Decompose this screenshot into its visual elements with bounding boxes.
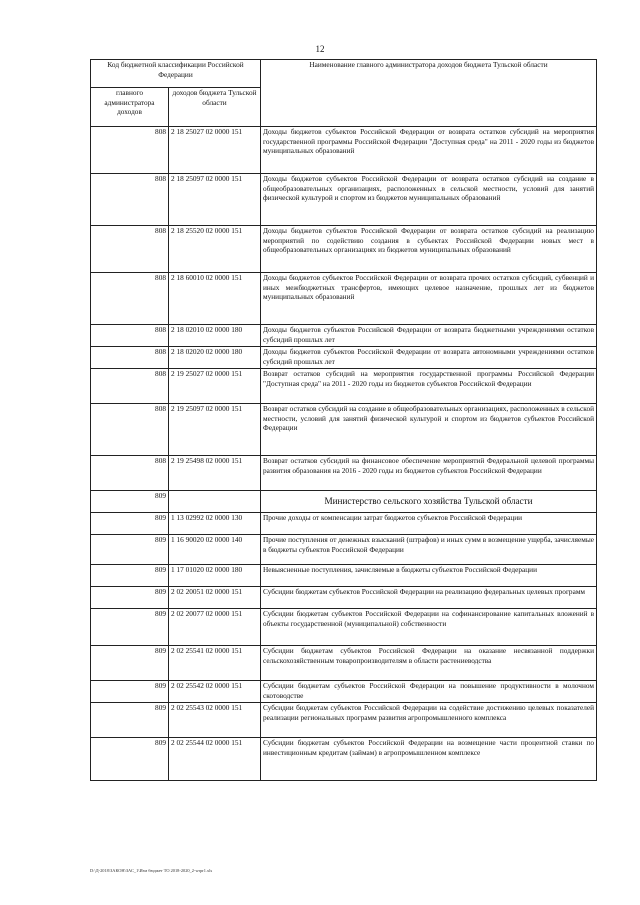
table-row <box>91 226 597 273</box>
revenue-code-cell: 2 18 25520 02 0000 151 <box>169 226 261 273</box>
revenue-code-cell: 2 18 25027 02 0000 151 <box>169 127 261 174</box>
revenue-code-cell: 2 02 25541 02 0000 151 <box>169 646 261 681</box>
table-row <box>91 703 597 738</box>
ministry-heading-row <box>91 491 597 513</box>
table-row <box>91 646 597 681</box>
admin-code-cell: 809 <box>91 587 169 609</box>
admin-code-cell: 809 <box>91 646 169 681</box>
table-row <box>91 325 597 347</box>
table-row <box>91 404 597 456</box>
header-code-group: Код бюджетной классификации Российской Федерации <box>91 60 261 88</box>
admin-code-cell: 809 <box>91 609 169 646</box>
revenue-code-cell: 2 02 20077 02 0000 151 <box>169 609 261 646</box>
revenue-code-cell: 2 19 25097 02 0000 151 <box>169 404 261 456</box>
revenue-code-cell: 2 18 60010 02 0000 151 <box>169 273 261 325</box>
revenue-code-cell: 2 19 25027 02 0000 151 <box>169 369 261 404</box>
admin-code-cell: 809 <box>91 738 169 781</box>
table-row <box>91 587 597 609</box>
name-cell: Субсидии бюджетам субъектов Российской Федерации на повышение продуктивности в молочном скотоводстве <box>261 681 597 703</box>
table-row <box>91 565 597 587</box>
name-cell: Доходы бюджетов субъектов Российской Федерации от возврата бюджетными учреждениями остатков субсидий прошлых лет <box>261 325 597 347</box>
table-row <box>91 369 597 404</box>
name-cell: Субсидии бюджетам субъектов Российской Федерации на возмещение части процентной ставки по инвестиционным кредитам (займам) в агропромышленном комплексе <box>261 738 597 781</box>
revenue-code-cell: 1 13 02992 02 0000 130 <box>169 513 261 535</box>
file-path-footer: D:\Д-2018\ЗАКОН\ЗАС_1\Изм бюджет ТО 2018-2020_2-wrpr1.xls <box>90 868 213 873</box>
admin-code-cell: 809 <box>91 491 169 513</box>
revenue-code-cell: 1 17 01020 02 0000 180 <box>169 565 261 587</box>
table-row <box>91 681 597 703</box>
name-cell: Доходы бюджетов субъектов Российской Федерации от возврата остатков субсидий на мероприятия государственной программы Российской Федерации "Доступная среда" на 2011 - 2020 годы из бюджетов муниципальных образований <box>261 127 597 174</box>
name-cell: Доходы бюджетов субъектов Российской Федерации от возврата автономными учреждениями остатков субсидий прошлых лет <box>261 347 597 369</box>
revenue-code-cell: 2 02 25543 02 0000 151 <box>169 703 261 738</box>
name-cell: Невыясненные поступления, зачисляемые в бюджеты субъектов Российской Федерации <box>261 565 597 587</box>
name-cell: Министерство сельского хозяйства Тульской области <box>261 491 597 513</box>
admin-code-cell: 809 <box>91 703 169 738</box>
revenue-classification-table <box>90 59 597 781</box>
name-cell: Субсидии бюджетам субъектов Российской Федерации на реализацию федеральных целевых программ <box>261 587 597 609</box>
name-cell: Доходы бюджетов субъектов Российской Федерации от возврата остатков субсидий на создание в общеобразовательных организациях, расположенных в сельской местности, условий для занятий физической культурой и спортом из бюджетов муниципальных образований <box>261 174 597 226</box>
name-cell: Доходы бюджетов субъектов Российской Федерации от возврата прочих остатков субсидий, субвенций и иных межбюджетных трансфертов, имеющих целевое назначение, прошлых лет из бюджетов муниципальных образований <box>261 273 597 325</box>
admin-code-cell: 808 <box>91 174 169 226</box>
table-row <box>91 513 597 535</box>
admin-code-cell: 809 <box>91 565 169 587</box>
admin-code-cell: 808 <box>91 456 169 491</box>
table-row <box>91 456 597 491</box>
admin-code-cell: 808 <box>91 347 169 369</box>
table-row <box>91 738 597 781</box>
name-cell: Возврат остатков субсидий на создание в общеобразовательных организациях, расположенных в сельской местности, условий для занятий физической культурой и спортом из бюджетов субъектов Российской Федерации <box>261 404 597 456</box>
admin-code-cell: 808 <box>91 127 169 174</box>
name-cell: Возврат остатков субсидий на мероприятия государственной программы Российской Федерации "Доступная среда" на 2011 - 2020 годы из бюджетов субъектов Российской Федерации <box>261 369 597 404</box>
admin-code-cell: 808 <box>91 404 169 456</box>
table-row <box>91 535 597 565</box>
header-name-column: Наименование главного администратора доходов бюджета Тульской области <box>261 60 597 127</box>
name-cell: Субсидии бюджетам субъектов Российской Федерации на оказание несвязанной поддержки сельскохозяйственным товаропроизводителям в области растениеводства <box>261 646 597 681</box>
admin-code-cell: 809 <box>91 681 169 703</box>
admin-code-cell: 809 <box>91 513 169 535</box>
revenue-code-cell: 2 02 25544 02 0000 151 <box>169 738 261 781</box>
table-row <box>91 174 597 226</box>
revenue-code-cell: 2 18 25097 02 0000 151 <box>169 174 261 226</box>
name-cell: Прочие доходы от компенсации затрат бюджетов субъектов Российской Федерации <box>261 513 597 535</box>
table-row <box>91 609 597 646</box>
admin-code-cell: 809 <box>91 535 169 565</box>
revenue-code-cell: 2 18 02010 02 0000 180 <box>169 325 261 347</box>
name-cell: Субсидии бюджетам субъектов Российской Федерации на содействие достижению целевых показателей реализации региональных программ развития агропромышленного комплекса <box>261 703 597 738</box>
name-cell: Прочие поступления от денежных взысканий (штрафов) и иных сумм в возмещение ущерба, зачисляемые в бюджеты субъектов Российской Федерации <box>261 535 597 565</box>
admin-code-cell: 808 <box>91 369 169 404</box>
header-revenue-column: доходов бюджета Тульской области <box>169 88 261 127</box>
revenue-code-cell: 2 02 25542 02 0000 151 <box>169 681 261 703</box>
admin-code-cell: 808 <box>91 273 169 325</box>
revenue-code-cell: 2 02 20051 02 0000 151 <box>169 587 261 609</box>
name-cell: Доходы бюджетов субъектов Российской Федерации от возврата остатков субсидий на реализацию мероприятий по содействию создания в субъектах Российской Федерации новых мест в общеобразовательных организациях из бюджетов муниципальных образований <box>261 226 597 273</box>
revenue-code-cell: 2 19 25498 02 0000 151 <box>169 456 261 491</box>
page-number: 12 <box>315 44 325 54</box>
table-row <box>91 273 597 325</box>
name-cell: Субсидии бюджетам субъектов Российской Федерации на софинансирование капитальных вложений в объекты государственной (муниципальной) собственности <box>261 609 597 646</box>
header-admin-column: главного администратора доходов <box>91 88 169 127</box>
admin-code-cell: 808 <box>91 226 169 273</box>
revenue-code-cell: 2 18 02020 02 0000 180 <box>169 347 261 369</box>
admin-code-cell: 808 <box>91 325 169 347</box>
table-row <box>91 347 597 369</box>
table-row <box>91 127 597 174</box>
revenue-code-cell: 1 16 90020 02 0000 140 <box>169 535 261 565</box>
revenue-code-cell <box>169 491 261 513</box>
name-cell: Возврат остатков субсидий на финансовое обеспечение мероприятий Федеральной целевой программы развития образования на 2016 - 2020 годы из бюджетов субъектов Российской Федерации <box>261 456 597 491</box>
